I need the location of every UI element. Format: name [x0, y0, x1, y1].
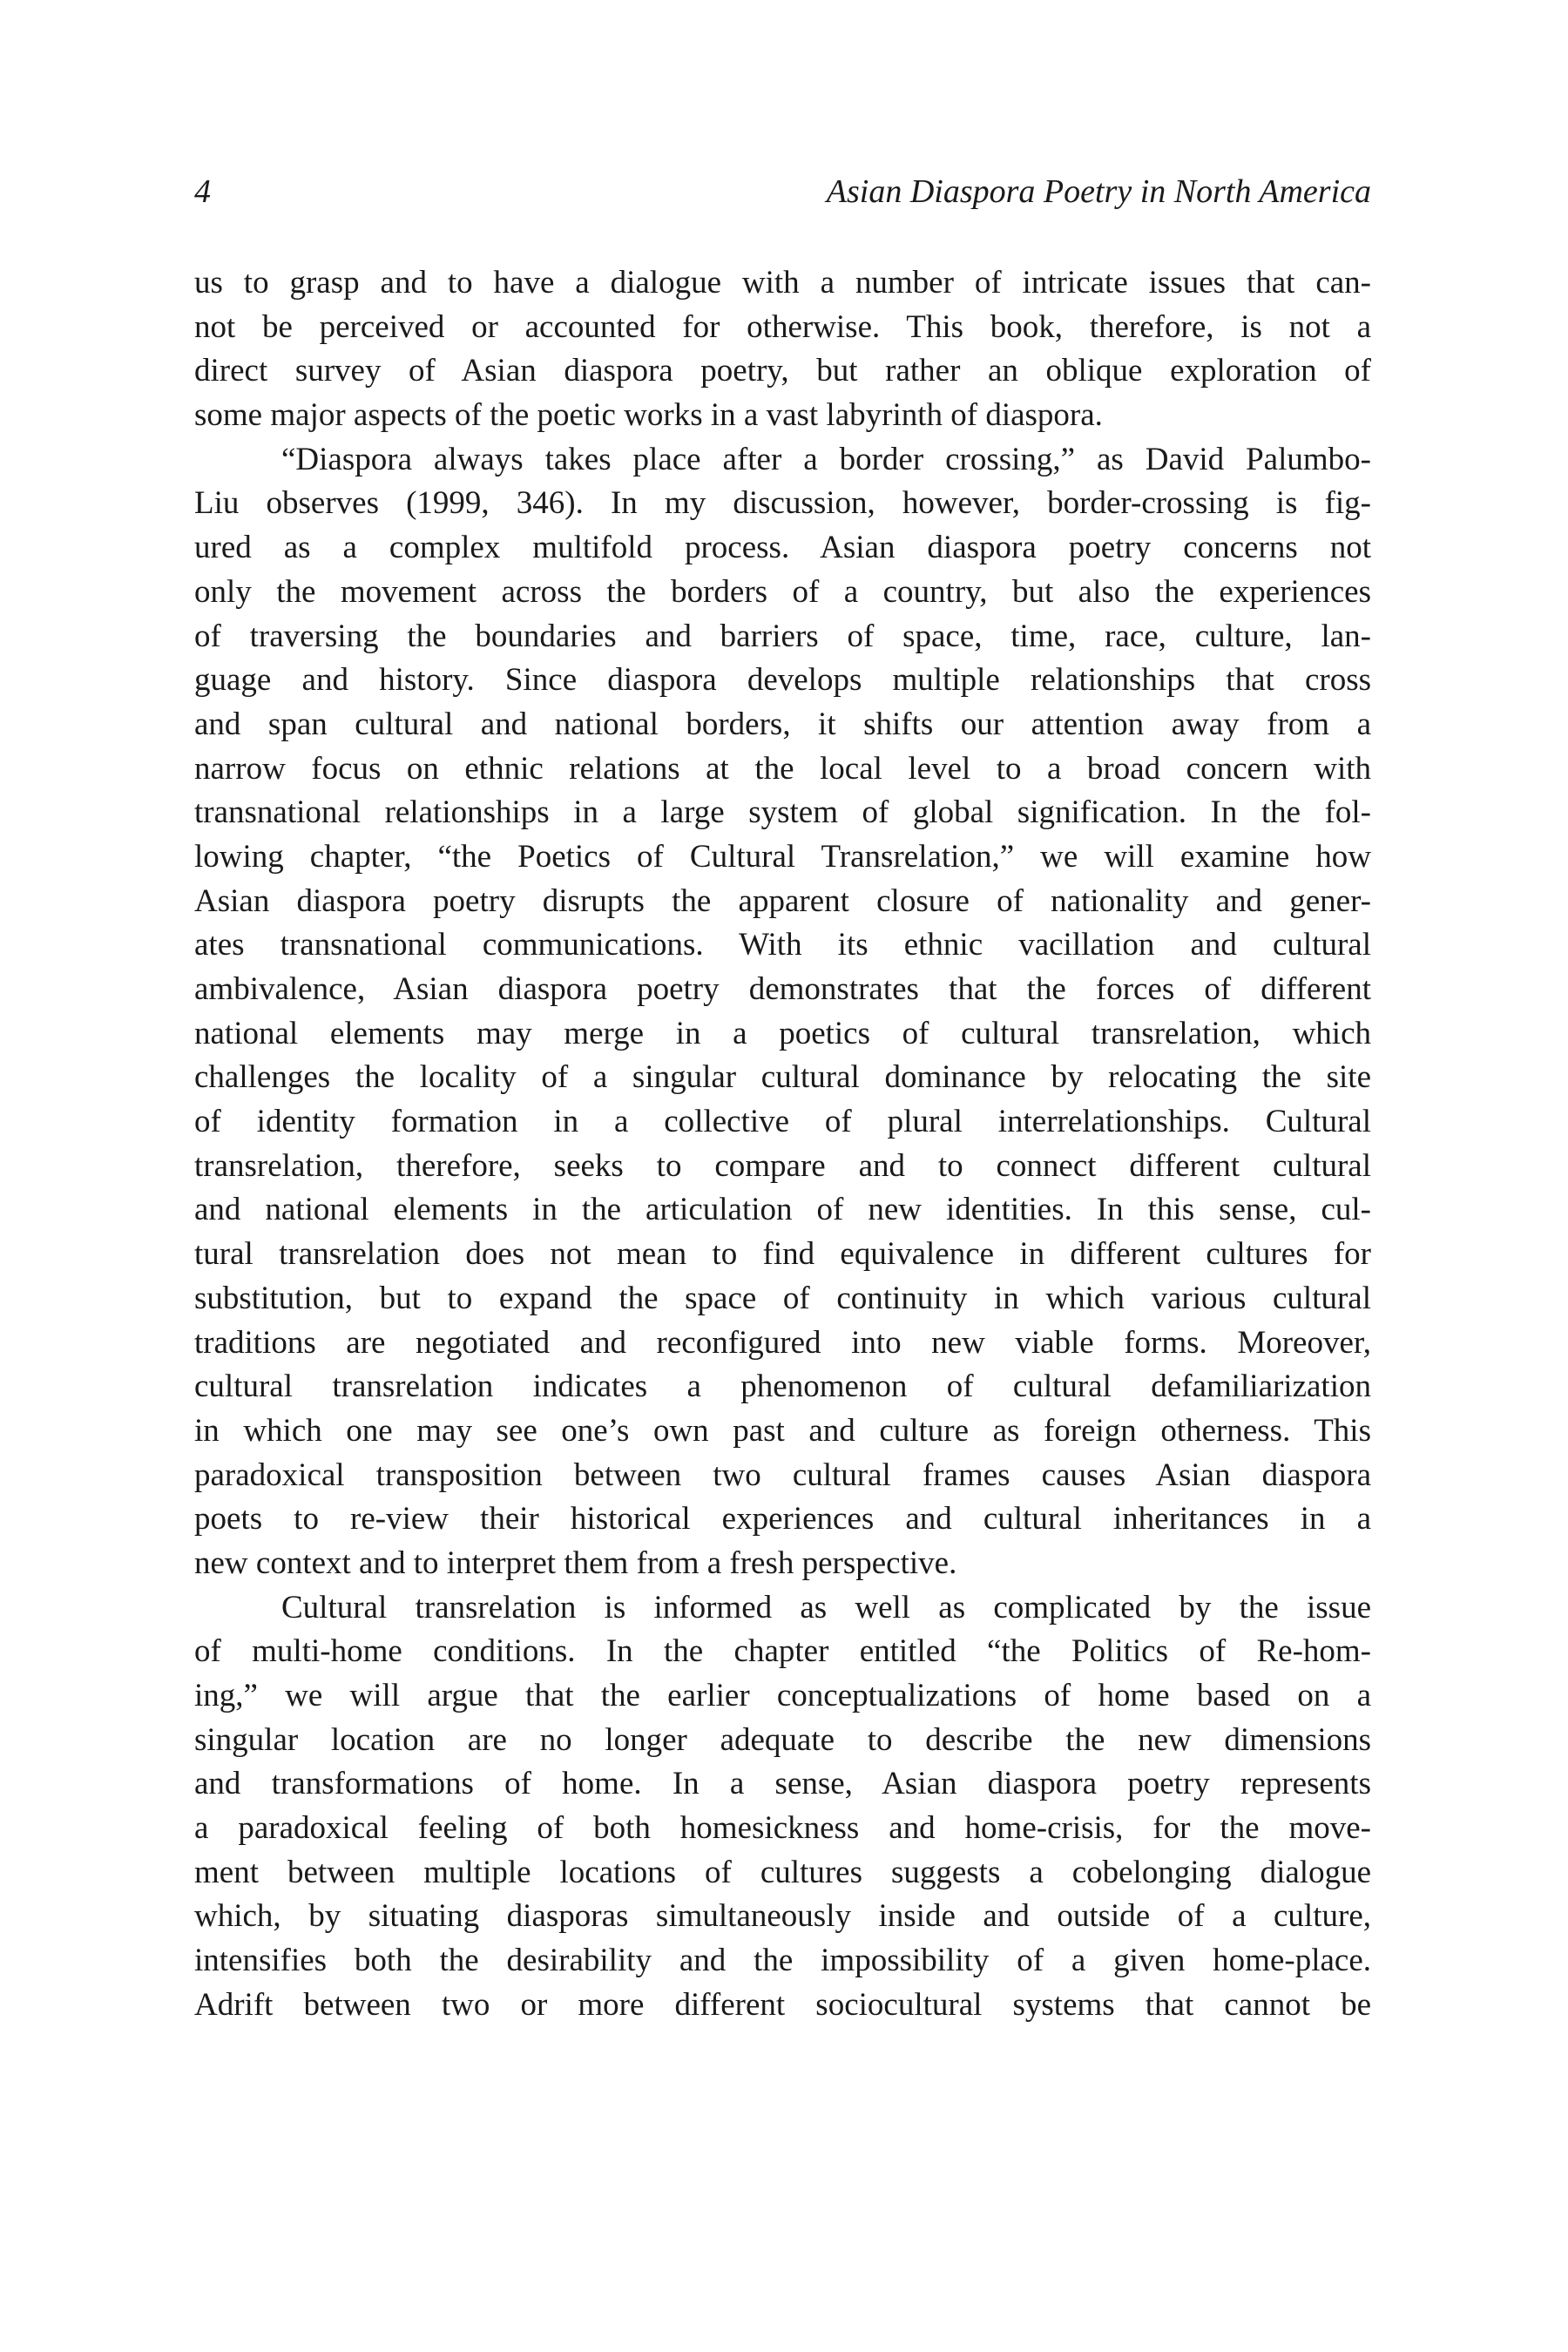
text-line: of identity formation in a collective of plural interrelationships. Cultural [194, 1104, 1371, 1140]
text-line: challenges the locality of a singular cultural dominance by relocating the site [194, 1059, 1371, 1096]
text-line: and national elements in the articulation of new identities. In this sense, cul- [194, 1192, 1371, 1228]
text-line: which, by situating diasporas simultaneously inside and outside of a culture, [194, 1898, 1371, 1935]
text-line: tural transrelation does not mean to find equivalence in different cultures for [194, 1236, 1371, 1273]
text-line: and span cultural and national borders, it shifts our attention away from a [194, 706, 1371, 742]
running-header [194, 172, 1371, 216]
text-line: transrelation, therefore, seeks to compare and to connect different cultural [194, 1147, 1371, 1184]
text-line: ured as a complex multifold process. Asian diaspora poetry concerns not [194, 530, 1371, 566]
body-text [194, 261, 1371, 2028]
text-line: transnational relationships in a large system of global signification. In the fol- [194, 794, 1371, 831]
text-line: lowing chapter, “the Poetics of Cultural Transrelation,” we will examine how [194, 838, 1371, 875]
text-line: in which one may see one’s own past and culture as foreign otherness. This [194, 1412, 1371, 1449]
text-line: narrow focus on ethnic relations at the local level to a broad concern with [194, 750, 1371, 787]
running-title: Asian Diaspora Poetry in North America [826, 173, 1371, 210]
text-line: ing,” we will argue that the earlier conceptualizations of home based on a [194, 1678, 1371, 1713]
text-line: a paradoxical feeling of both homesickness and home-crisis, for the move- [194, 1810, 1371, 1847]
text-line: traditions are negotiated and reconfigured into new viable forms. Moreover, [194, 1324, 1371, 1361]
text-line: intensifies both the desirability and the impossibility of a given home-place. [194, 1943, 1371, 1979]
text-line: Cultural transrelation is informed as well as complicated by the issue [281, 1589, 1371, 1625]
text-line: some major aspects of the poetic works in a vast labyrinth of diaspora. [194, 397, 1103, 434]
text-line: cultural transrelation indicates a phenomenon of cultural defamiliarization [194, 1369, 1371, 1405]
text-line: paradoxical transposition between two cultural frames causes Asian diaspora [194, 1456, 1371, 1493]
text-line: and transformations of home. In a sense, Asian diaspora poetry represents [194, 1766, 1371, 1802]
text-line: singular location are no longer adequate to describe the new dimensions [194, 1721, 1371, 1758]
text-line: Adrift between two or more different sociocultural systems that cannot be [194, 1986, 1371, 2023]
text-line: national elements may merge in a poetics of cultural transrelation, which [194, 1015, 1371, 1051]
text-line: ates transnational communications. With its ethnic vacillation and cultural [194, 927, 1371, 963]
text-line: only the movement across the borders of a country, but also the experiences [194, 573, 1371, 610]
text-line: Asian diaspora poetry disrupts the apparent closure of nationality and gener- [194, 882, 1371, 919]
text-line: guage and history. Since diaspora develops multiple relationships that cross [194, 662, 1371, 699]
text-line: “Diaspora always takes place after a border crossing,” as David Palumbo- [281, 441, 1371, 477]
text-line: not be perceived or accounted for otherwise. This book, therefore, is not a [194, 308, 1371, 345]
text-line: new context and to interpret them from a fresh perspective. [194, 1544, 957, 1581]
text-line: direct survey of Asian diaspora poetry, but rather an oblique exploration of [194, 353, 1371, 389]
text-line: Liu observes (1999, 346). In my discussion, however, border-crossing is fig- [194, 485, 1371, 522]
page-number: 4 [194, 173, 211, 210]
text-line: of multi-home conditions. In the chapter entitled “the Politics of Re-hom- [194, 1633, 1371, 1670]
text-line: poets to re-view their historical experiences and cultural inheritances in a [194, 1501, 1371, 1538]
text-line: ment between multiple locations of cultures suggests a cobelonging dialogue [194, 1854, 1371, 1890]
text-line: substitution, but to expand the space of continuity in which various cultural [194, 1280, 1371, 1316]
text-line: of traversing the boundaries and barriers of space, time, race, culture, lan- [194, 618, 1371, 654]
text-line: ambivalence, Asian diaspora poetry demonstrates that the forces of different [194, 971, 1371, 1007]
text-line: us to grasp and to have a dialogue with a number of intricate issues that can- [194, 265, 1371, 301]
